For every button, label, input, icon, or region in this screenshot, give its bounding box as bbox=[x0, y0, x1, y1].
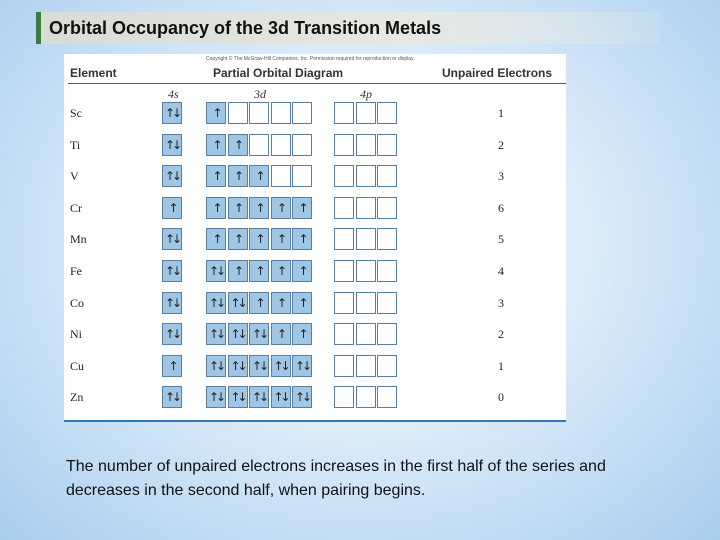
orbital-box-d bbox=[292, 165, 312, 187]
unpaired-count: 0 bbox=[498, 390, 504, 405]
orbital-box-p bbox=[356, 292, 376, 314]
element-row bbox=[64, 260, 566, 284]
orbital-box-d: ↑↓ bbox=[249, 355, 269, 377]
orbital-box-d: ↑↓ bbox=[271, 355, 291, 377]
orbital-box-s: ↑↓ bbox=[162, 228, 182, 250]
element-symbol: V bbox=[70, 169, 79, 184]
element-symbol: Fe bbox=[70, 264, 82, 278]
element-symbol: Ti bbox=[70, 137, 81, 152]
orbital-box-s: ↑↓ bbox=[162, 323, 182, 345]
unpaired-count: 6 bbox=[498, 200, 504, 215]
orbital-box-d bbox=[271, 102, 291, 124]
orbital-box-d bbox=[249, 102, 269, 124]
orbital-box-p bbox=[334, 355, 354, 377]
orbital-box-d: ↑ bbox=[206, 165, 226, 187]
orbital-box-d: ↑ bbox=[271, 323, 291, 345]
header-diagram: Partial Orbital Diagram bbox=[213, 66, 344, 80]
orbital-box-d: ↑ bbox=[228, 165, 248, 187]
orbital-box-d: ↑ bbox=[292, 260, 312, 282]
unpaired-count: 1 bbox=[498, 106, 504, 120]
orbital-box-d: ↑ bbox=[206, 228, 226, 250]
orbital-box-d: ↑ bbox=[271, 260, 291, 282]
element-symbol: Co bbox=[70, 295, 85, 310]
label-4p: 4p bbox=[360, 87, 372, 101]
element-symbol: Mn bbox=[70, 232, 87, 247]
orbital-box-p bbox=[356, 102, 376, 124]
orbital-box-d: ↑↓ bbox=[206, 260, 226, 282]
orbital-box-d: ↑ bbox=[271, 197, 291, 219]
orbital-box-d: ↑↓ bbox=[206, 292, 226, 314]
orbital-box-p bbox=[334, 323, 354, 345]
orbital-box-s: ↑ bbox=[162, 197, 182, 219]
orbital-box-d: ↑ bbox=[271, 228, 291, 250]
orbital-box-s: ↑ bbox=[162, 355, 182, 377]
orbital-box-p bbox=[377, 228, 397, 250]
orbital-box-p bbox=[334, 165, 354, 187]
unpaired-count: 4 bbox=[498, 264, 504, 278]
orbital-box-d: ↑↓ bbox=[292, 355, 312, 377]
orbital-box-d bbox=[292, 134, 312, 156]
orbital-box-d: ↑ bbox=[249, 165, 269, 187]
orbital-box-d: ↑ bbox=[206, 102, 226, 124]
orbital-box-p bbox=[356, 165, 376, 187]
orbital-box-p bbox=[334, 260, 354, 282]
unpaired-count: 5 bbox=[498, 232, 504, 247]
unpaired-count: 2 bbox=[498, 137, 504, 152]
element-row bbox=[64, 386, 566, 410]
unpaired-count: 1 bbox=[498, 358, 504, 373]
element-row bbox=[64, 323, 566, 347]
orbital-box-p bbox=[356, 134, 376, 156]
element-row bbox=[64, 134, 566, 158]
orbital-box-d: ↑↓ bbox=[292, 386, 312, 408]
orbital-box-d bbox=[292, 102, 312, 124]
orbital-box-p bbox=[356, 197, 376, 219]
orbital-box-d: ↑ bbox=[249, 260, 269, 282]
orbital-figure bbox=[64, 54, 566, 422]
title-bar bbox=[36, 12, 660, 44]
orbital-box-d: ↑ bbox=[292, 197, 312, 219]
orbital-box-d: ↑↓ bbox=[206, 386, 226, 408]
orbital-box-d: ↑ bbox=[271, 292, 291, 314]
orbital-box-d bbox=[249, 134, 269, 156]
orbital-box-p bbox=[356, 323, 376, 345]
orbital-box-p bbox=[356, 260, 376, 282]
element-row bbox=[64, 102, 566, 126]
element-symbol: Zn bbox=[70, 390, 84, 405]
copyright-notice: Copyright © The McGraw-Hill Companies, Inc. Permission required for reproduction or display. bbox=[206, 56, 415, 62]
orbital-box-p bbox=[377, 260, 397, 282]
orbital-box-d: ↑↓ bbox=[206, 323, 226, 345]
orbital-box-d: ↑↓ bbox=[206, 355, 226, 377]
orbital-box-s: ↑↓ bbox=[162, 102, 182, 124]
orbital-box-d: ↑ bbox=[292, 292, 312, 314]
orbital-box-p bbox=[334, 197, 354, 219]
unpaired-count: 3 bbox=[498, 169, 504, 184]
element-row bbox=[64, 228, 566, 252]
orbital-box-p bbox=[377, 102, 397, 124]
orbital-box-p bbox=[356, 228, 376, 250]
orbital-box-d: ↑ bbox=[228, 134, 248, 156]
orbital-box-d: ↑ bbox=[228, 197, 248, 219]
element-row bbox=[64, 292, 566, 316]
label-4s: 4s bbox=[168, 87, 179, 101]
orbital-box-d: ↑ bbox=[292, 228, 312, 250]
orbital-box-d: ↑↓ bbox=[228, 323, 248, 345]
unpaired-count: 3 bbox=[498, 295, 504, 310]
orbital-box-p bbox=[377, 386, 397, 408]
orbital-box-p bbox=[334, 292, 354, 314]
element-row bbox=[64, 165, 566, 189]
orbital-box-d: ↑↓ bbox=[249, 323, 269, 345]
element-symbol: Cr bbox=[70, 200, 82, 215]
orbital-box-d: ↑ bbox=[228, 260, 248, 282]
element-symbol: Sc bbox=[70, 106, 82, 120]
orbital-box-d: ↑ bbox=[292, 323, 312, 345]
orbital-box-d: ↑↓ bbox=[249, 386, 269, 408]
orbital-box-s: ↑↓ bbox=[162, 134, 182, 156]
orbital-box-d: ↑↓ bbox=[228, 355, 248, 377]
orbital-box-d: ↑ bbox=[228, 228, 248, 250]
orbital-box-d: ↑ bbox=[249, 228, 269, 250]
orbital-box-p bbox=[356, 355, 376, 377]
orbital-box-d: ↑↓ bbox=[271, 386, 291, 408]
orbital-box-p bbox=[377, 323, 397, 345]
element-symbol: Ni bbox=[70, 327, 82, 342]
orbital-box-d: ↑↓ bbox=[228, 386, 248, 408]
orbital-box-p bbox=[334, 228, 354, 250]
label-3d: 3d bbox=[254, 87, 266, 101]
orbital-box-d: ↑ bbox=[249, 292, 269, 314]
orbital-box-s: ↑↓ bbox=[162, 165, 182, 187]
element-row bbox=[64, 197, 566, 221]
orbital-box-s: ↑↓ bbox=[162, 292, 182, 314]
orbital-box-p bbox=[334, 102, 354, 124]
orbital-box-s: ↑↓ bbox=[162, 386, 182, 408]
orbital-box-p bbox=[377, 292, 397, 314]
orbital-box-p bbox=[356, 386, 376, 408]
header-unpaired: Unpaired Electrons bbox=[442, 66, 553, 80]
caption: The number of unpaired electrons increases in the first half of the series and decreases in the second half, when pairing begins. bbox=[66, 458, 606, 499]
orbital-box-d bbox=[271, 134, 291, 156]
orbital-box-d bbox=[228, 102, 248, 124]
orbital-box-p bbox=[377, 134, 397, 156]
orbital-box-s: ↑↓ bbox=[162, 260, 182, 282]
orbital-box-p bbox=[377, 165, 397, 187]
header-rule bbox=[68, 83, 566, 84]
header-element: Element bbox=[70, 66, 117, 80]
orbital-box-d: ↑ bbox=[206, 134, 226, 156]
orbital-box-d bbox=[271, 165, 291, 187]
orbital-box-p bbox=[334, 386, 354, 408]
orbital-box-p bbox=[377, 355, 397, 377]
orbital-box-d: ↑ bbox=[249, 197, 269, 219]
orbital-box-p bbox=[334, 134, 354, 156]
orbital-box-p bbox=[377, 197, 397, 219]
orbital-box-d: ↑ bbox=[206, 197, 226, 219]
element-row bbox=[64, 355, 566, 379]
orbital-box-d: ↑↓ bbox=[228, 292, 248, 314]
element-symbol: Cu bbox=[70, 358, 85, 373]
slide-title: Orbital Occupancy of the 3d Transition Metals bbox=[49, 18, 442, 38]
unpaired-count: 2 bbox=[498, 327, 504, 342]
